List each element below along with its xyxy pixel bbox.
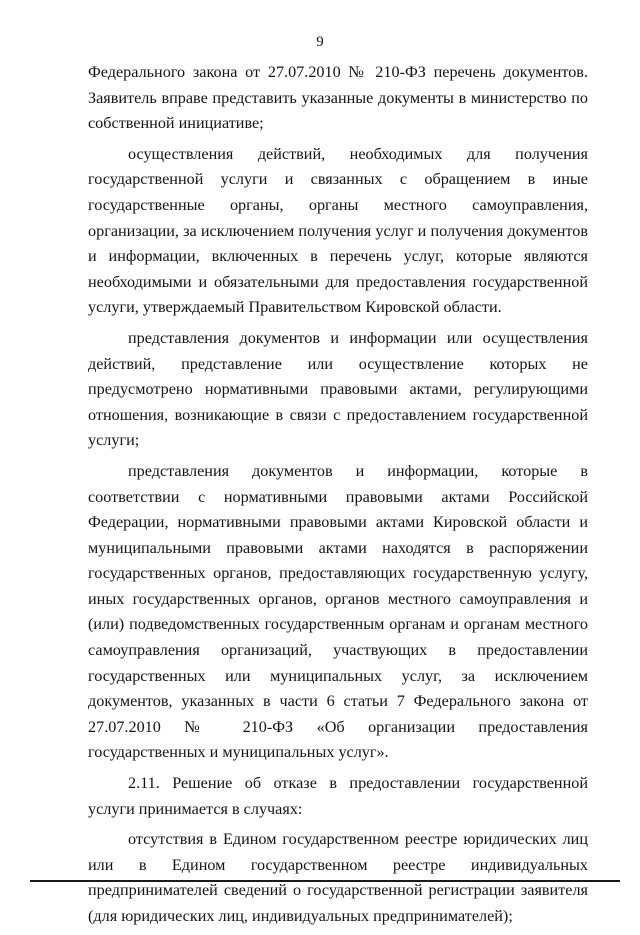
paragraph-section-2-11: 2.11. Решение об отказе в предоставлении государственной услуги принимается в случаях:: [88, 774, 588, 818]
paragraph-documents-not-required: представления документов и информации или осуществления действий, представление или осуществление которых не предусмотрено нормативными правовыми актами, регулирующими отношения, возникающие в связи с предоставлением государственной услуги;: [88, 328, 588, 450]
page-number: 9: [316, 34, 324, 50]
document-body: [88, 60, 588, 935]
paragraph-documents-held-by-agencies: представления документов и информации, которые в соответствии с нормативными правовыми актами Российской Федерации, нормативными правовыми актами Кировской области и муниципальными правовыми актами находятся в распоряжении государственных органов, предоставляющих государственную услугу, иных государственных органов, органов местного самоуправления и (или) подведомственных государственным органам и органам местного самоуправления организаций, участвующих в предоставлении государственных или муниципальных услуг, за исключением документов, указанных в части 6 статьи 7 Федерального закона от 27.07.2010 № 210-ФЗ «Об организации предоставления государственных и муниципальных услуг».: [88, 461, 588, 762]
paragraph-actions: осуществления действий, необходимых для получения государственной услуги и связанных с обращением в иные государственные органы, органы местного самоуправления, организации, за исключением получения услуг и получения документов и информации, включенных в перечень услуг, которые являются необходимыми и обязательными для предоставления государственной услуги, утверждаемый Правительством Кировской области.: [88, 144, 588, 317]
footer-divider: [30, 880, 620, 882]
paragraph-continuation: Федерального закона от 27.07.2010 № 210-ФЗ перечень документов. Заявитель вправе представить указанные документы в министерство по собственной инициативе;: [88, 63, 588, 133]
paragraph-registry-absence: отсутствия в Едином государственном реестре юридических лиц или в Едином государственном реестре индивидуальных предпринимателей сведений о государственной регистрации заявителя (для юридических лиц, индивидуальных предпринимателей);: [88, 830, 588, 925]
